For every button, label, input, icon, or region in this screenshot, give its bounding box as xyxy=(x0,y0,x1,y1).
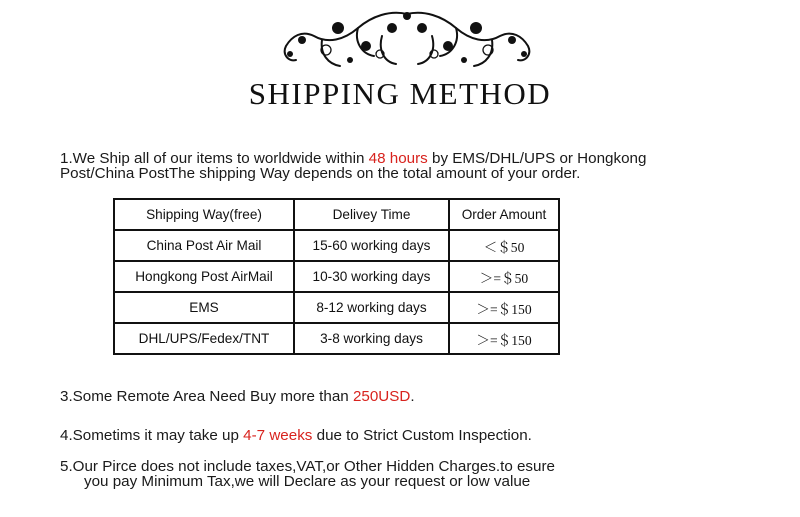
header-order-amount: Order Amount xyxy=(449,199,559,230)
delivery-time-cell: 10-30 working days xyxy=(294,261,449,292)
delivery-time-cell: 8-12 working days xyxy=(294,292,449,323)
note-taxes xyxy=(60,459,555,489)
intro-paragraph xyxy=(60,151,646,181)
shipping-way-cell: DHL/UPS/Fedex/TNT xyxy=(114,323,294,354)
note-remote-area xyxy=(60,389,415,404)
table-row xyxy=(114,261,559,292)
note4-prefix: 4.Sometims it may take up xyxy=(60,427,244,444)
note3-suffix: . xyxy=(410,388,415,405)
page-title: SHIPPING METHOD xyxy=(248,76,552,111)
order-amount-cell: ＞=＄50 xyxy=(449,261,559,292)
note3-highlight: 250USD xyxy=(352,388,411,405)
intro-prefix: 1.We Ship all of our items to worldwide within xyxy=(60,150,369,167)
order-amount-cell: ＜＄50 xyxy=(449,230,559,261)
shipping-way-cell: Hongkong Post AirMail xyxy=(114,261,294,292)
intro-line2: Post/China PostThe shipping Way depends on the total amount of your order. xyxy=(60,165,581,182)
note5-line2: you pay Minimum Tax,we will Declare as your request or low value xyxy=(84,473,531,490)
header-shipping-way: Shipping Way(free) xyxy=(114,199,294,230)
shipping-way-cell: EMS xyxy=(114,292,294,323)
note4-highlight: 4-7 weeks xyxy=(243,427,313,444)
table-row xyxy=(114,323,559,354)
intro-highlight: 48 hours xyxy=(368,150,428,167)
shipping-table xyxy=(113,198,560,355)
note3-prefix: 3.Some Remote Area Need Buy more than xyxy=(60,388,353,405)
delivery-time-cell: 15-60 working days xyxy=(294,230,449,261)
header-delivery-time: Delivey Time xyxy=(294,199,449,230)
order-amount-cell: ＞=＄150 xyxy=(449,292,559,323)
floral-ornament-icon xyxy=(262,6,552,76)
note4-suffix: due to Strict Custom Inspection. xyxy=(312,427,532,444)
table-header-row xyxy=(114,199,559,230)
intro-suffix: by EMS/DHL/UPS or Hongkong xyxy=(427,150,647,167)
table-row xyxy=(114,230,559,261)
table-row xyxy=(114,292,559,323)
delivery-time-cell: 3-8 working days xyxy=(294,323,449,354)
note5-line1: 5.Our Pirce does not include taxes,VAT,or Other Hidden Charges.to esure xyxy=(60,458,555,475)
note-customs-delay xyxy=(60,428,532,443)
order-amount-cell: ＞=＄150 xyxy=(449,323,559,354)
shipping-way-cell: China Post Air Mail xyxy=(114,230,294,261)
